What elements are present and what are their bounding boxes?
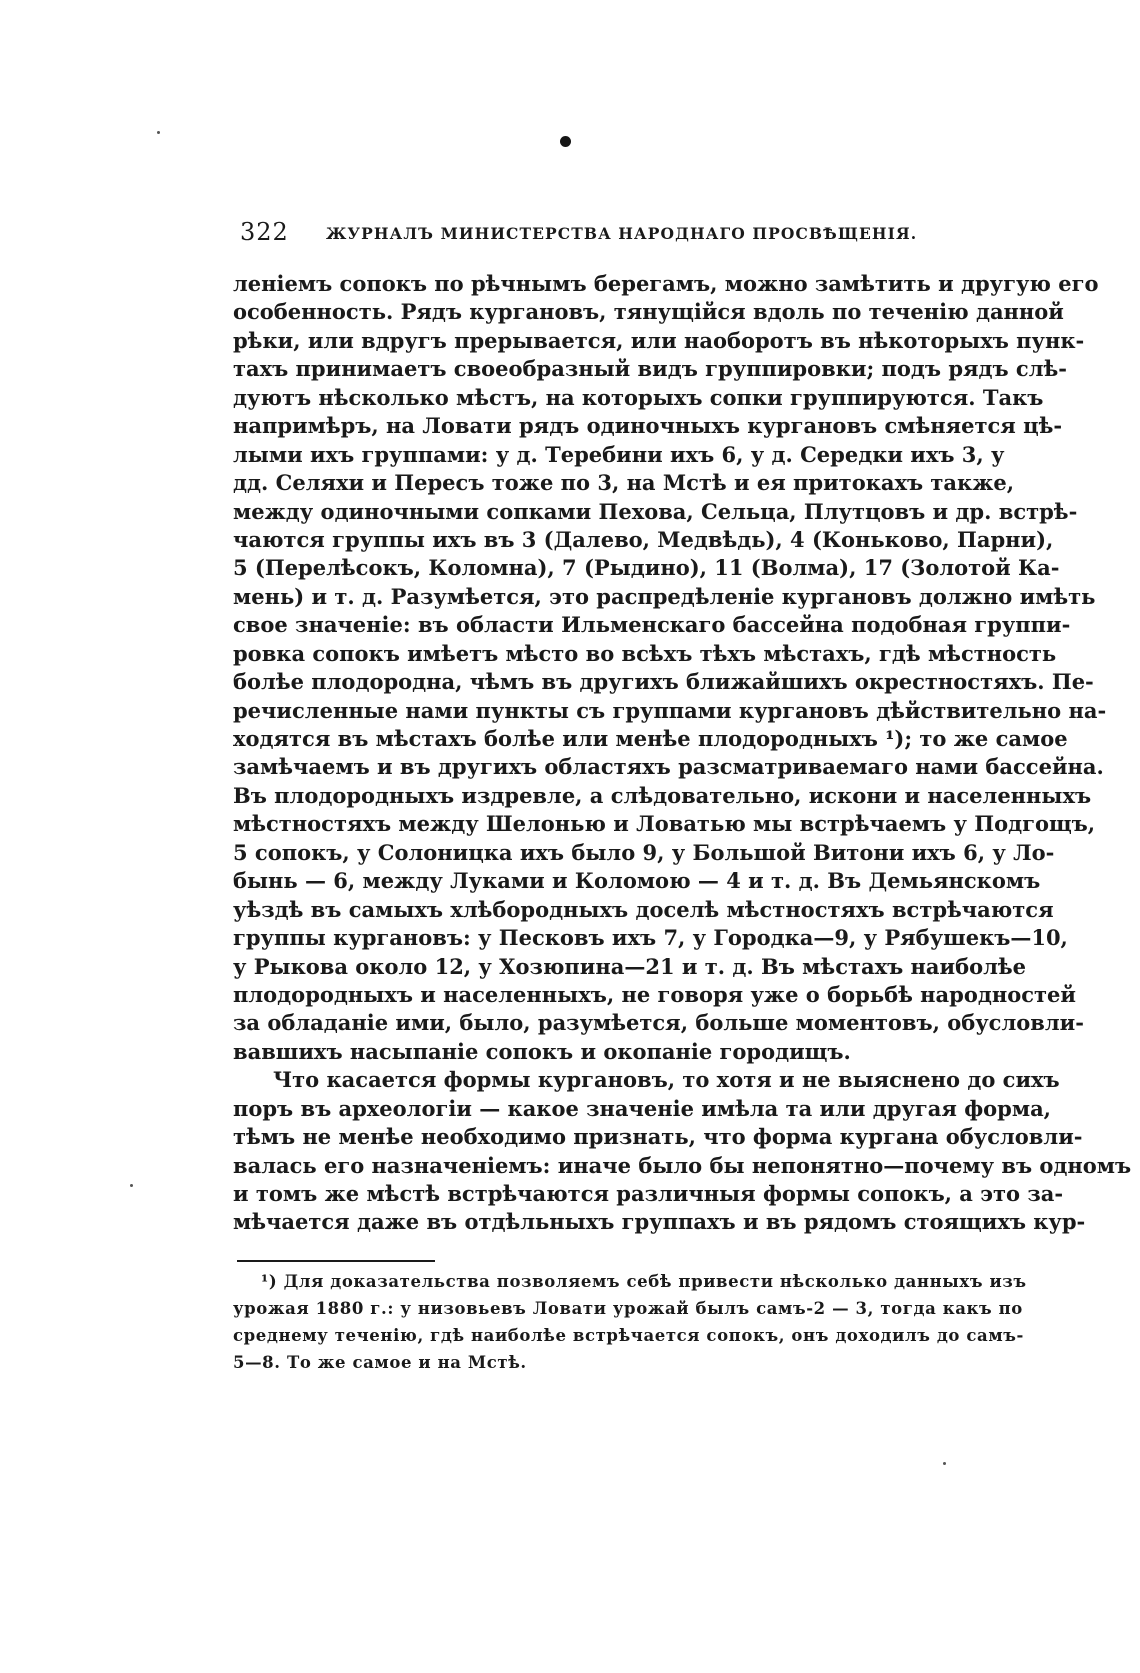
text-line: вавшихъ насыпаніе сопокъ и окопаніе городищъ. <box>233 1038 851 1064</box>
text-line: и томъ же мѣстѣ встрѣчаются различныя формы сопокъ, а это за- <box>233 1181 1064 1206</box>
text-line: речисленные нами пункты съ группами кургановъ дѣйствительно на- <box>233 697 1107 723</box>
scan-speck <box>943 1462 946 1465</box>
scan-speck <box>130 1184 133 1187</box>
text-line: 5 сопокъ, у Солоницка ихъ было 9, у Большой Витони ихъ 6, у Ло- <box>233 839 1055 865</box>
top-ink-dot <box>560 136 571 147</box>
page-header <box>240 218 980 250</box>
text-line: за обладаніе ими, было, разумѣется, больше моментовъ, обусловли- <box>233 1010 1084 1036</box>
text-line: дд. Селяхи и Пересъ тоже по 3, на Мстѣ и ея притокахъ также, <box>233 470 1015 496</box>
text-line: тахъ принимаетъ своеобразный видъ группировки; подъ рядъ слѣ- <box>233 356 1068 382</box>
text-line: тѣмъ не менѣе необходимо признать, что форма кургана обусловли- <box>233 1124 1083 1150</box>
text-line: чаются группы ихъ въ 3 (Далево, Медвѣдь), 4 (Коньково, Парни), <box>233 526 1054 552</box>
running-title: ЖУРНАЛЪ МИНИСТЕРСТВА НАРОДНАГО ПРОСВѢЩЕНІЯ. <box>326 224 918 243</box>
text-line: рѣки, или вдругъ прерывается, или наоборотъ въ нѣкоторыхъ пунк- <box>233 327 1085 353</box>
text-line: мѣчается даже въ отдѣльныхъ группахъ и въ рядомъ стоящихъ кур- <box>233 1209 1086 1235</box>
text-line: ровка сопокъ имѣетъ мѣсто во всѣхъ тѣхъ мѣстахъ, гдѣ мѣстность <box>233 640 1057 666</box>
text-line: дуютъ нѣсколько мѣстъ, на которыхъ сопки группируются. Такъ <box>233 384 1044 410</box>
footnote <box>233 1268 1027 1376</box>
text-line: бынь — 6, между Луками и Коломою — 4 и т. д. Въ Демьянскомъ <box>233 868 1041 894</box>
scan-speck <box>157 131 160 134</box>
text-line: валась его назначеніемъ: иначе было бы непонятно—почему въ одномъ <box>233 1152 1132 1178</box>
text-line: лыми ихъ группами: у д. Теребини ихъ 6, у д. Середки ихъ 3, у <box>233 441 1005 467</box>
text-line: ходятся въ мѣстахъ болѣе или менѣе плодородныхъ ¹); то же самое <box>233 726 1068 751</box>
footnote-line: 5—8. То же самое и на Мстѣ. <box>233 1353 527 1372</box>
footnote-divider <box>237 1260 435 1262</box>
text-line: свое значеніе: въ области Ильменскаго бассейна подобная группи- <box>233 612 1071 638</box>
text-line: уѣздѣ въ самыхъ хлѣбородныхъ доселѣ мѣстностяхъ встрѣчаются <box>233 896 1054 922</box>
paragraph-first-line: Что касается формы кургановъ, то хотя и не выяснено до сихъ <box>273 1067 1060 1093</box>
body-text <box>233 270 1132 1237</box>
text-line: группы кургановъ: у Песковъ ихъ 7, у Городка—9, у Рябушекъ—10, <box>233 925 1068 951</box>
text-line: замѣчаемъ и въ другихъ областяхъ разсматриваемаго нами бассейна. <box>233 754 1104 780</box>
text-line: между одиночными сопками Пехова, Сельца, Плутцовъ и др. встрѣ- <box>233 498 1078 524</box>
text-line: напримѣръ, на Ловати рядъ одиночныхъ кургановъ смѣняется цѣ- <box>233 413 1063 439</box>
text-line: болѣе плодородна, чѣмъ въ другихъ ближайшихъ окрестностяхъ. Пе- <box>233 669 1094 695</box>
footnote-line: урожая 1880 г.: у низовьевъ Ловати урожай былъ самъ-2 — 3, тогда какъ по <box>233 1299 1023 1318</box>
text-line: Въ плодородныхъ издревле, а слѣдовательно, искони и населенныхъ <box>233 782 1092 808</box>
text-line: 5 (Перелѣсокъ, Коломна), 7 (Рыдино), 11 (Волма), 17 (Золотой Ка- <box>233 555 1060 581</box>
footnote-line: ¹) Для доказательства позволяемъ себѣ привести нѣсколько данныхъ изъ <box>261 1272 1027 1291</box>
footnote-line: среднему теченію, гдѣ наиболѣе встрѣчается сопокъ, онъ доходилъ до самъ- <box>233 1326 1024 1345</box>
text-line: плодородныхъ и населенныхъ, не говоря уже о борьбѣ народностей <box>233 981 1076 1007</box>
text-line: особенность. Рядъ кургановъ, тянущійся вдоль по теченію данной <box>233 299 1064 325</box>
text-line: мень) и т. д. Разумѣется, это распредѣленіе кургановъ должно имѣть <box>233 583 1096 609</box>
text-line: леніемъ сопокъ по рѣчнымъ берегамъ, можно замѣтить и другую его <box>233 271 1099 296</box>
text-line: у Рыкова около 12, у Хозюпина—21 и т. д. Въ мѣстахъ наиболѣе <box>233 953 1027 979</box>
text-line: поръ въ археологіи — какое значеніе имѣла та или другая форма, <box>233 1095 1051 1121</box>
page-number: 322 <box>240 218 289 246</box>
text-line: мѣстностяхъ между Шелонью и Ловатью мы встрѣчаемъ у Подгощъ, <box>233 811 1096 837</box>
